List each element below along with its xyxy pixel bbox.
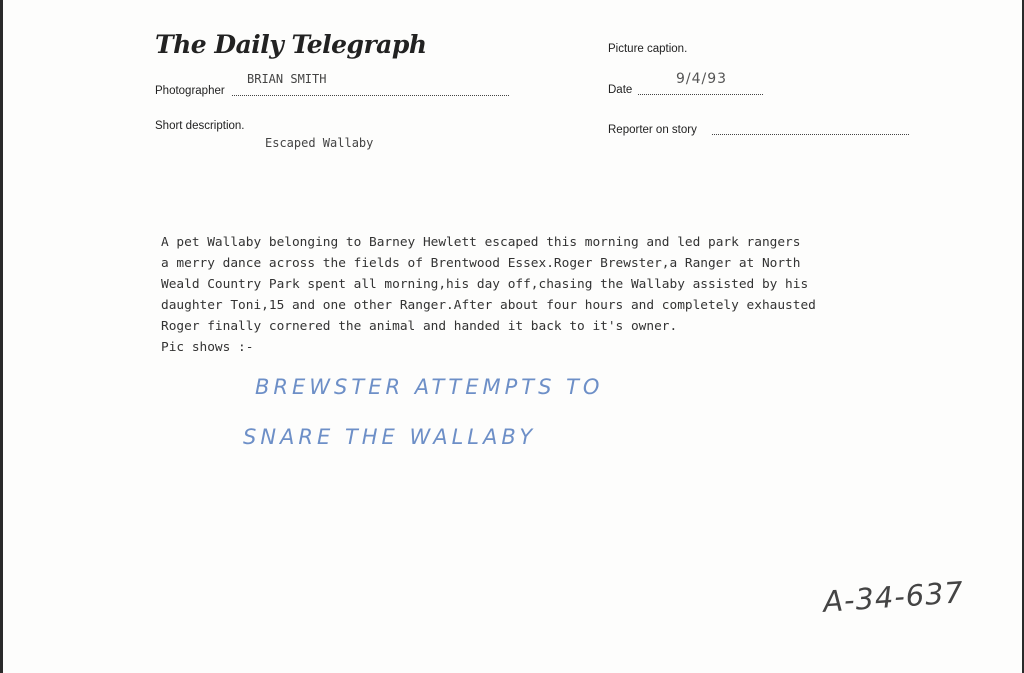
left-border	[0, 0, 3, 673]
short-description-label: Short description.	[155, 120, 245, 132]
reporter-dotted-line	[712, 134, 909, 135]
photographer-label: Photographer	[155, 85, 225, 97]
masthead-logo: The Daily Telegraph	[155, 30, 427, 59]
date-value: 9/4/93	[676, 71, 728, 87]
story-line: Weald Country Park spent all morning,his day off,chasing the Wallaby assisted by his	[161, 277, 809, 292]
short-description-value: Escaped Wallaby	[265, 136, 374, 150]
photographer-dotted-line	[232, 95, 509, 96]
date-dotted-line	[638, 94, 763, 95]
archive-reference-number: A-34-637	[821, 575, 966, 619]
photographer-value: BRIAN SMITH	[247, 72, 327, 86]
reporter-label: Reporter on story	[608, 124, 697, 136]
story-line: a merry dance across the fields of Brentwood Essex.Roger Brewster,a Ranger at North	[161, 256, 801, 271]
date-label: Date	[608, 84, 633, 96]
story-line: A pet Wallaby belonging to Barney Hewlett escaped this morning and led park rangers	[161, 235, 801, 250]
story-line: daughter Toni,15 and one other Ranger.After about four hours and completely exhausted	[161, 298, 816, 313]
story-text	[161, 232, 921, 358]
story-line: Roger finally cornered the animal and handed it back to it's owner.	[161, 319, 678, 334]
handwritten-caption-line-2: SNARE THE WALLABY	[243, 425, 537, 449]
handwritten-caption-line-1: BREWSTER ATTEMPTS TO	[255, 375, 604, 399]
picture-caption-label: Picture caption.	[608, 43, 688, 55]
pic-shows-label: Pic shows :-	[161, 340, 254, 355]
